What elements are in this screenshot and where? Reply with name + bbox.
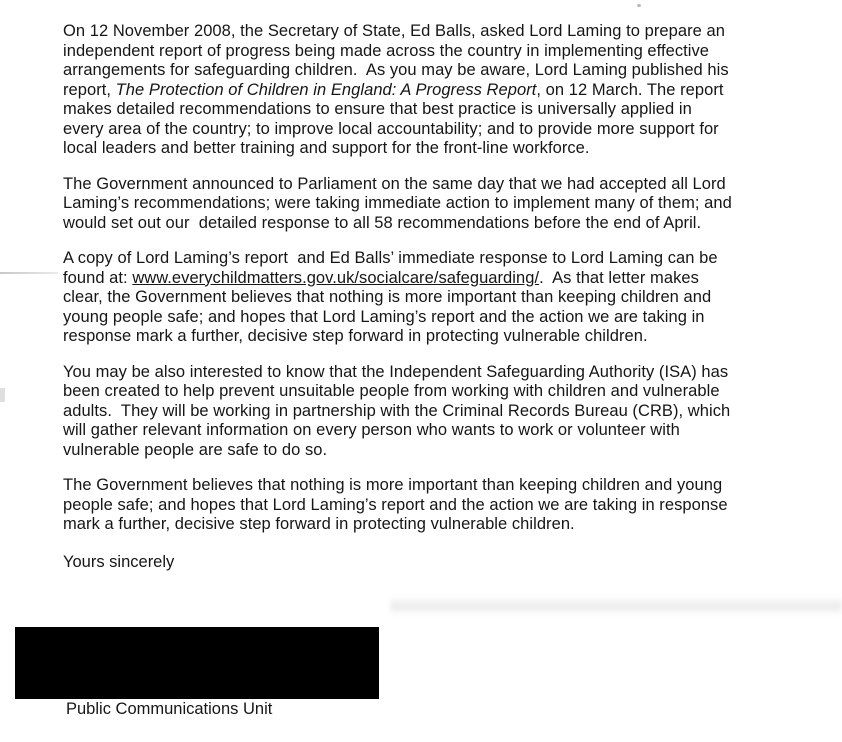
letter-line (63, 249, 793, 269)
letter-paragraph (63, 249, 793, 347)
letter-line (63, 269, 793, 289)
text-segment: On 12 November 2008, the Secretary of State, Ed Balls, asked Lord Laming to prepare an (63, 22, 725, 40)
text-segment: every area of the country; to improve local accountability; and to provide more support for (63, 119, 719, 138)
text-segment: , on 12 March. The report (536, 80, 724, 99)
scan-smudge-band (390, 596, 842, 616)
text-segment: You may be also interested to know that the Independent Safeguarding Authority (ISA) has (63, 362, 729, 381)
text-segment: . As that letter makes (539, 268, 699, 287)
letter-line (63, 327, 793, 347)
text-segment: would set out our detailed response to all 58 recommendations before the end of April. (63, 213, 702, 232)
text-segment: been created to help prevent unsuitable people from working with children and vulnerable (63, 382, 720, 400)
closing-salutation: Yours sincerely (63, 552, 175, 571)
letter-line (63, 22, 793, 42)
department-name: Public Communications Unit (66, 700, 273, 718)
letter-line (63, 363, 793, 383)
text-segment: young people safe; and hopes that Lord Laming’s report and the action we are taking in (63, 307, 705, 326)
text-segment: makes detailed recommendations to ensure that best practice is universally applied in (63, 100, 692, 118)
text-segment: Laming’s recommendations; were taking immediate action to implement many of them; and (63, 194, 732, 212)
letter-line (63, 382, 793, 402)
letter-line (63, 139, 793, 159)
letter-line (63, 194, 793, 214)
text-segment: found at: (63, 268, 133, 287)
scan-speck (637, 4, 641, 7)
safeguarding-url-text: www.everychildmatters.gov.uk/socialcare/safeguarding/ (132, 268, 540, 287)
letter-line (63, 81, 793, 101)
report-title-italic: The Protection of Children in England: A Progress Report (115, 80, 537, 99)
letter-line (63, 61, 793, 81)
letter-line (63, 421, 793, 441)
letter-line (63, 441, 793, 461)
letter-paragraph (63, 22, 793, 159)
text-segment: mark a further, decisive step forward in protecting vulnerable children. (63, 515, 575, 533)
text-segment: arrangements for safeguarding children. As you may be aware, Lord Laming published his (63, 61, 729, 79)
letter-paragraph (63, 175, 793, 234)
letter-line (63, 308, 793, 328)
letter-line (63, 120, 793, 140)
text-segment: local leaders and better training and support for the front-line workforce. (63, 139, 590, 157)
letter-line (63, 42, 793, 62)
scan-crease-line (0, 272, 58, 274)
scan-edge-speck (0, 388, 5, 402)
text-segment: response mark a further, decisive step forward in protecting vulnerable children. (63, 327, 648, 345)
letter-line (63, 214, 793, 234)
text-segment: The Government announced to Parliament on the same day that we had accepted all Lord (63, 174, 726, 193)
text-segment: independent report of progress being made across the country in implementing effective (63, 41, 710, 60)
letter-body (63, 22, 793, 572)
letter-line (63, 100, 793, 120)
text-segment: vulnerable people are safe to do so. (63, 440, 328, 459)
letter-line (63, 175, 793, 195)
text-segment: The Government believes that nothing is more important than keeping children and young (63, 476, 723, 494)
letter-line (63, 515, 793, 535)
letter-paragraph (63, 363, 793, 461)
letter-paragraph (63, 476, 793, 535)
text-segment: report, (63, 80, 116, 99)
text-segment: people safe; and hopes that Lord Laming’s report and the action we are taking in response (63, 495, 728, 514)
text-segment: adults. They will be working in partnership with the Criminal Records Bureau (CRB), which (63, 401, 731, 420)
letter-line (63, 288, 793, 308)
text-segment: A copy of Lord Laming’s report and Ed Balls’ immediate response to Lord Laming can be (63, 249, 718, 267)
text-segment: clear, the Government believes that nothing is more important than keeping children and (63, 288, 712, 306)
letter-line (63, 402, 793, 422)
text-segment: will gather relevant information on every person who wants to work or volunteer with (63, 421, 680, 439)
letter-line (63, 496, 793, 516)
letter-line (63, 476, 793, 496)
redacted-signature-block (15, 627, 379, 699)
